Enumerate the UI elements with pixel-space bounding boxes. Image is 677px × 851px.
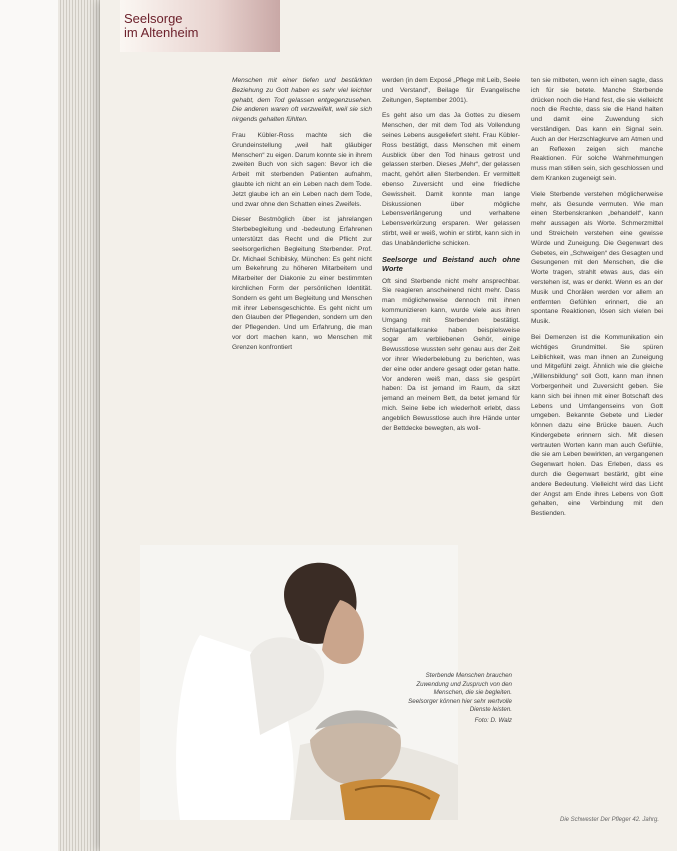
paragraph: ten sie mitbeten, wenn ich einen sagte, dass ich für sie betete. Manche Sterbende drücken noch die Hand fest, die sie vielleicht noch die Rechte, dass sie die Hand halten und damit eine Zuwendung sich verständigen. Das kann ein Signal sein. Auch an der Herzschlagkurve am Atmen und an Reflexen zeigen sich manche Reaktionen. Für solche Wahrnehmungen muss man stillen sein, sich geschlossen und dem Kranken zugeneigt sein. <box>531 77 663 182</box>
caption-text: Sterbende Menschen brauchen Zuwendung und Zuspruch von den Menschen, die sie begleiten. Seelsorger können hier sehr wertvolle Dienste leisten. <box>408 672 512 714</box>
paragraph: Oft sind Sterbende nicht mehr ansprechbar. Sie reagieren anscheinend nicht mehr. Dass man möglicherweise dennoch mit ihnen kommunizieren kann, wurde viele aus ihren Umgang mit Sterbenden bestätigt. Schlaganfallkranke haben beispielsweise sogar am verbliebenen Gehör, einige Bewusstlose wussten sehr genau aus der Zeit vor ihrer Wiederbelebung zu berichten, was der eine oder andere gesagt oder getan hatte. Vor anderen weiß man, dass sie gespürt haben: Da ist jemand im Raum, da sitzt jemand an meinem Bett, da betet jemand für mich. Seine liebe ich wiederholt erlebt, dass angeblich Bewusstlose auch ihre Hände unter der Bettdecke bewegten, als woll- <box>382 277 520 432</box>
text-column-1 <box>232 76 372 616</box>
section-title <box>124 12 198 40</box>
paragraph: Dieser Bestmöglich über ist jahrelangen Sterbebegleitung und -bedeutung Erfahrenen unterstützt das Recht und die Pflicht zur seelsorgerlichen Begleitung Sterbender. Prof. Dr. Michael Schibilsky, München: Es geht nicht um Bekehrung zu höheren Mitarbeitern und Mitarbeiter der Diakonie zu einer bestimmten kirchlichen Form der persönlichen Identität. Sondern es geht um Begleitung und Menschen mit ihrer Lebensgeschichte. Es geht nicht um den Glauben der Pflegenden, sondern um den der Pflegenden. Und um Erfahrung, die man vor dort machen kann, wo Menschen mit Grenzen konfrontiert <box>232 216 372 351</box>
paragraph: Es geht also um das Ja Gottes zu diesem Menschen, der mit dem Tod als Vollendung seines Lebens ausgeliefert steht. Frau Kübler-Ross bestätigt, dass Menschen mit einem Ausblick über den Tod hinaus getrost und gelassen sterben. Dieses „Mehr“, der gelassen macht, gehört allen Sterbenden. Er vermittelt ebenso Zuversicht und eine friedliche Gewissheit. Damit konnte man lange Diskussionen über mögliche Lebensverlängerung und verhaltene Lebensverkürzung ersparen. Wer gelassen stirbt, weil er weiß, wohin er stirbt, kann sich in das Unabänderliche schicken. <box>382 112 520 247</box>
photo-caption <box>402 672 512 726</box>
subheading: Seelsorge und Beistand auch ohne Worte <box>382 254 520 273</box>
book-binding <box>0 0 58 851</box>
text-column-3 <box>531 76 663 786</box>
paragraph: Bei Demenzen ist die Kommunikation ein wichtiges Grundmittel. Sie spüren Leiblichkeit, was man ihnen an Zuneigung und Mitgefühl zeigt. Ähnlich wie die gleiche „Willensbildung“ soll Gott, kann man ihnen Vorbergenheit und Zuversicht geben. Sie kann sich bei ihnen mit einer Botschaft des Lebens und Umfangenseins von Gott umgeben. Bekannte Gebete und Lieder können dazu eine Brücke bauen. Auch Kindergebete erinnern sich. Mit diesen vertrauten Worten kann man auch Gefühle, die sie am Leben bewirkten, an vergangenen Gegenwart holen. Das Erleben, dass es durch die Gegenwart bestärkt, gibt eine andere Bedeutung. Vielleicht wird das Licht der Angst am Ende ihres Lebens von Gott gehalten, eine Verbindung mit den Bestienden. <box>531 333 663 518</box>
title-line-2: im Altenheim <box>124 25 199 40</box>
paragraph: Frau Kübler-Ross machte sich die Grundeinstellung „weil halt gläubiger Menschen“ zu eigen. Darum konnte sie in ihrem zweiten Buch von sich sagen: Bevor ich die Arbeit mit sterbenden Patienten aufnahm, glaubte ich nicht an ein Leben nach dem Tode. Jetzt glaube ich an ein Leben nach dem Tode, und zwar ohne den Schatten eines Zweifels. <box>232 131 372 208</box>
photo-credit: Foto: D. Walz <box>474 716 512 724</box>
title-line-1: Seelsorge <box>124 11 183 26</box>
paragraph: werden (in dem Exposé „Pflege mit Leib, Seele und Verstand“, Beilage für Evangelische Zeitungen, September 2001). <box>382 77 520 104</box>
paragraph: Menschen mit einer tiefen und bestärkten Beziehung zu Gott haben es sehr viel leichter gehabt, dem Tod gelassen entgegenzusehen. Die anderen waren oft verzweifelt, weil sie sich nirgends gehalten fühlten. <box>232 77 372 124</box>
page-footer: Die Schwester Der Pfleger 42. Jahrg. <box>560 817 660 823</box>
paragraph: Viele Sterbende verstehen möglicherweise mehr, als Gesunde vermuten. Wie man einen Sterbenskranken „behandelt“, kann mehr aussagen als Worte. Schmerzmittel und Streicheln verstehen eine gewisse Würde und Zuneigung. Die Gegenwart des Gebetes, ein „Schweigen“ des Gesagten und Gesungenen mit den Menschen, die die Worte tragen, strahlt etwas aus, das ein verstehen ist, was er denkt. Wenn es an der Musik und Chorälen werden vor allem an entfernten Gefühlen erinnert, die an spontane Reaktionen, lösen sich vielen bei Musik. <box>531 190 663 326</box>
